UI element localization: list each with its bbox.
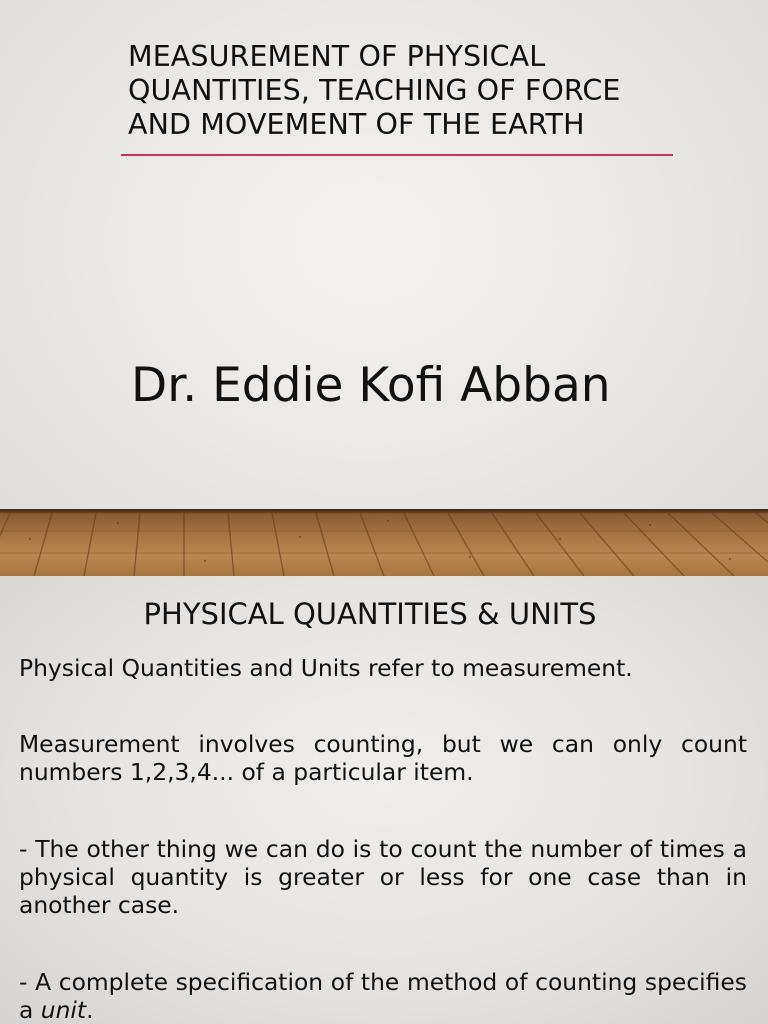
floor-planks: [0, 509, 768, 576]
paragraph-unit-definition: [19, 968, 747, 1024]
slide-heading: PHYSICAL QUANTITIES & UNITS: [143, 597, 597, 631]
slide-title: [128, 40, 688, 142]
slide-title-line: MEASUREMENT OF PHYSICAL: [128, 40, 546, 73]
paragraph-text: - A complete specification of the method of counting specifies a: [19, 968, 747, 1024]
slide-title-line: AND MOVEMENT OF THE EARTH: [128, 108, 585, 141]
emphasized-term: unit: [40, 996, 87, 1024]
paragraph: Measurement involves counting, but we can only count numbers 1,2,3,4... of a particular item.: [19, 730, 747, 786]
title-underline: [121, 154, 673, 156]
paragraph: Physical Quantities and Units refer to measurement.: [19, 654, 633, 682]
slide-title-line: QUANTITIES, TEACHING OF FORCE: [128, 74, 621, 107]
paragraph: - The other thing we can do is to count the number of times a physical quantity is greater or less for one case than in another case.: [19, 835, 747, 919]
author-name: Dr. Eddie Kofi Abban: [131, 358, 611, 413]
wood-floor-decoration: [0, 509, 768, 576]
paragraph-end: .: [86, 996, 94, 1024]
content-slide: [0, 576, 768, 1024]
